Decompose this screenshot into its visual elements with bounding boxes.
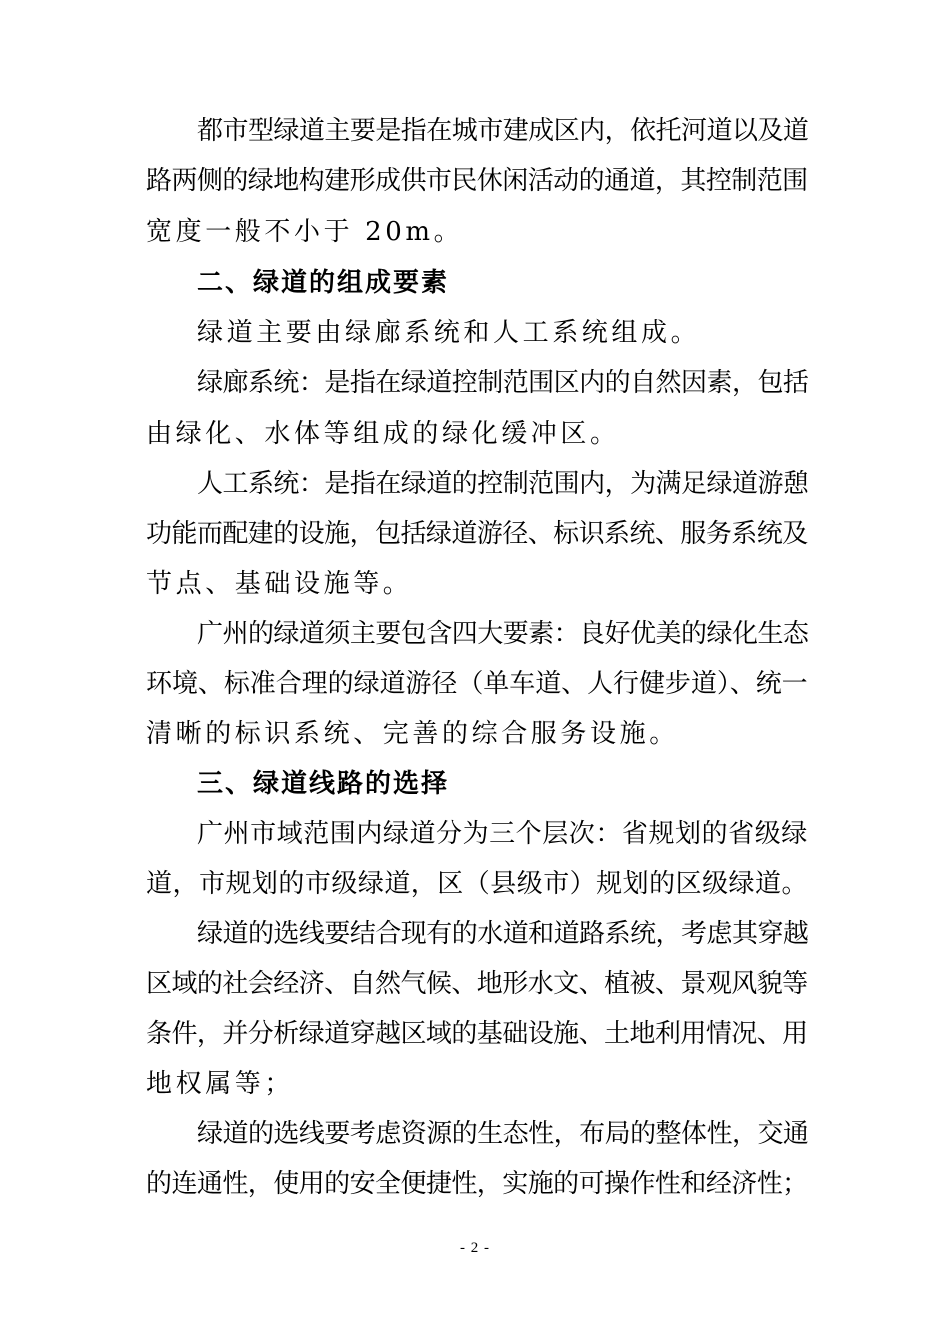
paragraph-line: 区域的社会经济、自然气候、地形水文、植被、景观风貌等: [146, 969, 808, 999]
paragraph-line: 绿道主要由绿廊系统和人工系统组成。: [197, 318, 701, 348]
paragraph-line: 绿廊系统：是指在绿道控制范围区内的自然因素，包括: [197, 368, 809, 398]
paragraph-line: 功能而配建的设施，包括绿道游径、标识系统、服务系统及: [146, 519, 808, 549]
paragraph-line: 道，市规划的市级绿道，区（县级市）规划的区级绿道。: [146, 869, 809, 899]
paragraph-line: 环境、标准合理的绿道游径（单车道、人行健步道）、统一: [146, 669, 808, 699]
paragraph-line: 由绿化、水体等组成的绿化缓冲区。: [146, 419, 620, 449]
paragraph-line: 路两侧的绿地构建形成供市民休闲活动的通道，其控制范围: [146, 166, 808, 196]
page-number: - 2 -: [460, 1240, 490, 1256]
paragraph-line: 广州的绿道须主要包含四大要素：良好优美的绿化生态: [197, 619, 809, 649]
paragraph-line: 的连通性，使用的安全便捷性，实施的可操作性和经济性；: [146, 1169, 808, 1199]
paragraph-line: 绿道的选线要结合现有的水道和道路系统，考虑其穿越: [197, 919, 809, 949]
section-heading: 三、绿道线路的选择: [197, 769, 450, 799]
paragraph-line: 绿道的选线要考虑资源的生态性，布局的整体性，交通: [197, 1119, 809, 1149]
paragraph-line: 地权属等；: [146, 1069, 295, 1099]
paragraph-line: 都市型绿道主要是指在城市建成区内，依托河道以及道: [197, 116, 809, 146]
paragraph-line: 人工系统：是指在绿道的控制范围内，为满足绿道游憩: [197, 469, 809, 499]
paragraph-line: 条件，并分析绿道穿越区域的基础设施、土地利用情况、用: [146, 1019, 808, 1049]
section-heading: 二、绿道的组成要素: [197, 268, 450, 298]
paragraph-line: 宽度一般不小于 20m。: [146, 217, 464, 247]
paragraph-line: 节点、基础设施等。: [146, 569, 413, 599]
paragraph-line: 广州市域范围内绿道分为三个层次：省规划的省级绿: [197, 819, 808, 849]
paragraph-line: 清晰的标识系统、完善的综合服务设施。: [146, 719, 679, 749]
